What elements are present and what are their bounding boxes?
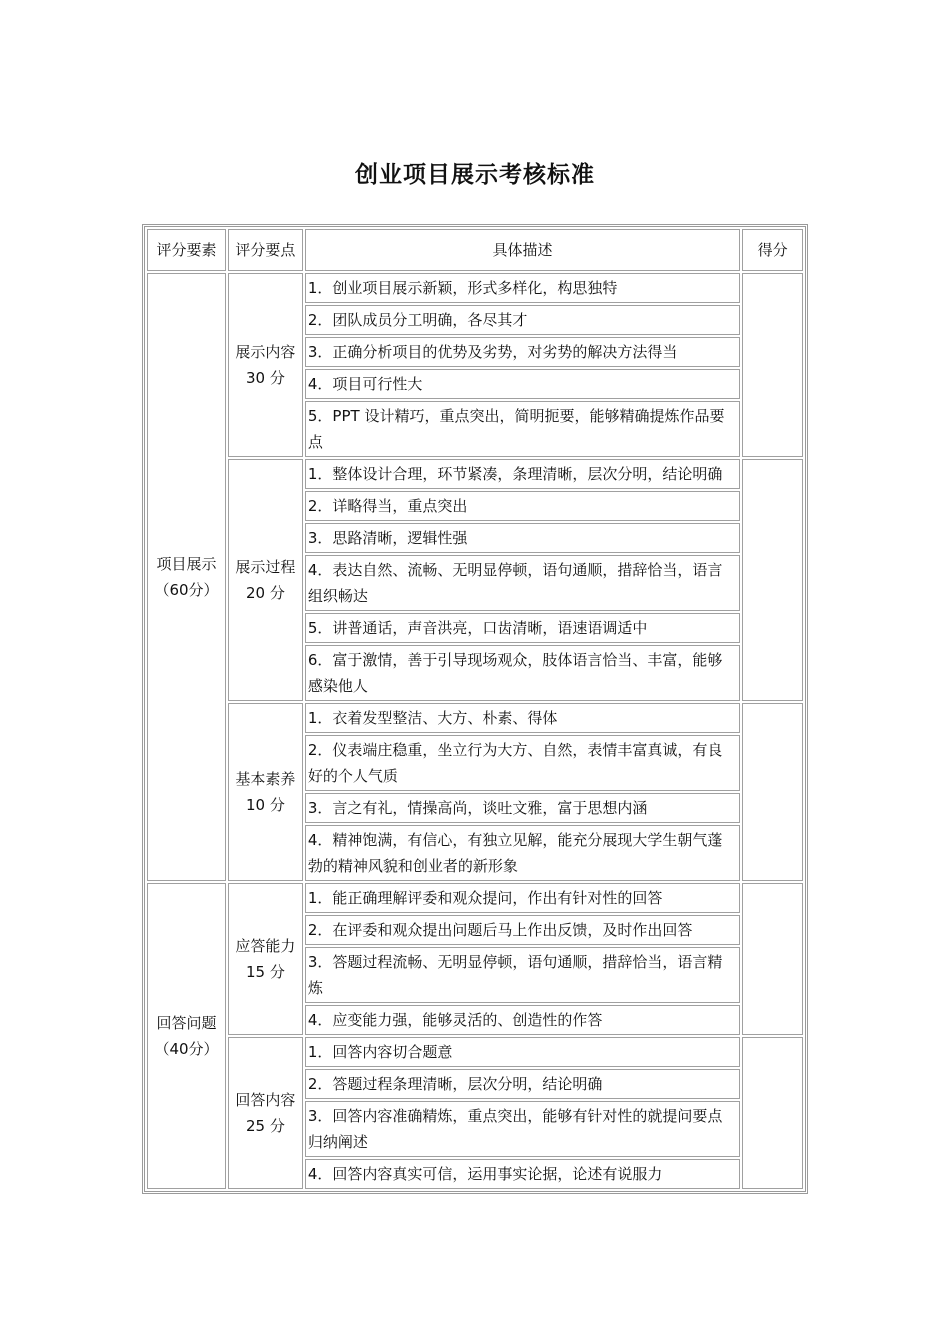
description-cell: 3．正确分析项目的优势及劣势，对劣势的解决方法得当 <box>305 337 740 367</box>
point-score: 25 分 <box>246 1117 285 1135</box>
description-cell: 1．创业项目展示新颖，形式多样化，构思独特 <box>305 273 740 303</box>
element-cell <box>147 273 226 881</box>
score-cell[interactable] <box>742 273 803 457</box>
score-cell[interactable] <box>742 703 803 881</box>
page-title: 创业项目展示考核标准 <box>355 162 595 188</box>
element-name: 回答问题 <box>156 1014 217 1032</box>
description-cell: 1．回答内容切合题意 <box>305 1037 740 1067</box>
score-cell[interactable] <box>742 1037 803 1189</box>
table-row <box>147 883 803 913</box>
element-cell <box>147 883 226 1189</box>
description-cell: 1．衣着发型整洁、大方、朴素、得体 <box>305 703 740 733</box>
element-name: 项目展示 <box>156 555 217 573</box>
description-cell: 5．讲普通话，声音洪亮，口齿清晰，语速语调适中 <box>305 613 740 643</box>
description-cell: 2．仪表端庄稳重，坐立行为大方、自然，表情丰富真诚，有良好的个人气质 <box>305 735 740 791</box>
description-cell: 4．应变能力强，能够灵活的、创造性的作答 <box>305 1005 740 1035</box>
header-point: 评分要点 <box>228 229 303 271</box>
table-header-row <box>147 229 803 271</box>
point-cell <box>228 459 303 701</box>
description-cell: 5．PPT 设计精巧，重点突出，简明扼要，能够精确提炼作品要点 <box>305 401 740 457</box>
description-cell: 3．答题过程流畅、无明显停顿，语句通顺，措辞恰当，语言精炼 <box>305 947 740 1003</box>
header-description: 具体描述 <box>305 229 740 271</box>
description-cell: 6．富于激情，善于引导现场观众，肢体语言恰当、丰富，能够感染他人 <box>305 645 740 701</box>
element-score: （60分） <box>154 581 219 599</box>
scoring-table <box>142 224 808 1194</box>
table-row <box>147 1037 803 1067</box>
score-cell[interactable] <box>742 459 803 701</box>
element-score: （40分） <box>154 1040 219 1058</box>
description-cell: 2．答题过程条理清晰，层次分明，结论明确 <box>305 1069 740 1099</box>
point-cell <box>228 273 303 457</box>
point-cell <box>228 883 303 1035</box>
point-score: 10 分 <box>246 796 285 814</box>
point-name: 展示过程 <box>235 558 296 576</box>
header-score: 得分 <box>742 229 803 271</box>
description-cell: 2．在评委和观众提出问题后马上作出反馈，及时作出回答 <box>305 915 740 945</box>
description-cell: 1．整体设计合理，环节紧凑，条理清晰，层次分明，结论明确 <box>305 459 740 489</box>
table-row <box>147 703 803 733</box>
description-cell: 4．表达自然、流畅、无明显停顿，语句通顺，措辞恰当，语言组织畅达 <box>305 555 740 611</box>
point-score: 20 分 <box>246 584 285 602</box>
scoring-table-container <box>142 224 808 1194</box>
point-name: 展示内容 <box>235 343 296 361</box>
point-score: 30 分 <box>246 369 285 387</box>
table-row <box>147 459 803 489</box>
point-name: 基本素养 <box>235 770 296 788</box>
description-cell: 2．详略得当，重点突出 <box>305 491 740 521</box>
point-cell <box>228 703 303 881</box>
point-name: 应答能力 <box>235 937 296 955</box>
description-cell: 4．精神饱满，有信心，有独立见解，能充分展现大学生朝气蓬勃的精神风貌和创业者的新形象 <box>305 825 740 881</box>
point-cell <box>228 1037 303 1189</box>
description-cell: 3．回答内容准确精炼，重点突出，能够有针对性的就提问要点归纳阐述 <box>305 1101 740 1157</box>
description-cell: 1．能正确理解评委和观众提问，作出有针对性的回答 <box>305 883 740 913</box>
table-row <box>147 273 803 303</box>
point-score: 15 分 <box>246 963 285 981</box>
point-name: 回答内容 <box>235 1091 296 1109</box>
description-cell: 4．回答内容真实可信，运用事实论据，论述有说服力 <box>305 1159 740 1189</box>
description-cell: 3．思路清晰，逻辑性强 <box>305 523 740 553</box>
description-cell: 2．团队成员分工明确，各尽其才 <box>305 305 740 335</box>
description-cell: 3．言之有礼，情操高尚，谈吐文雅，富于思想内涵 <box>305 793 740 823</box>
header-element: 评分要素 <box>147 229 226 271</box>
score-cell[interactable] <box>742 883 803 1035</box>
description-cell: 4．项目可行性大 <box>305 369 740 399</box>
